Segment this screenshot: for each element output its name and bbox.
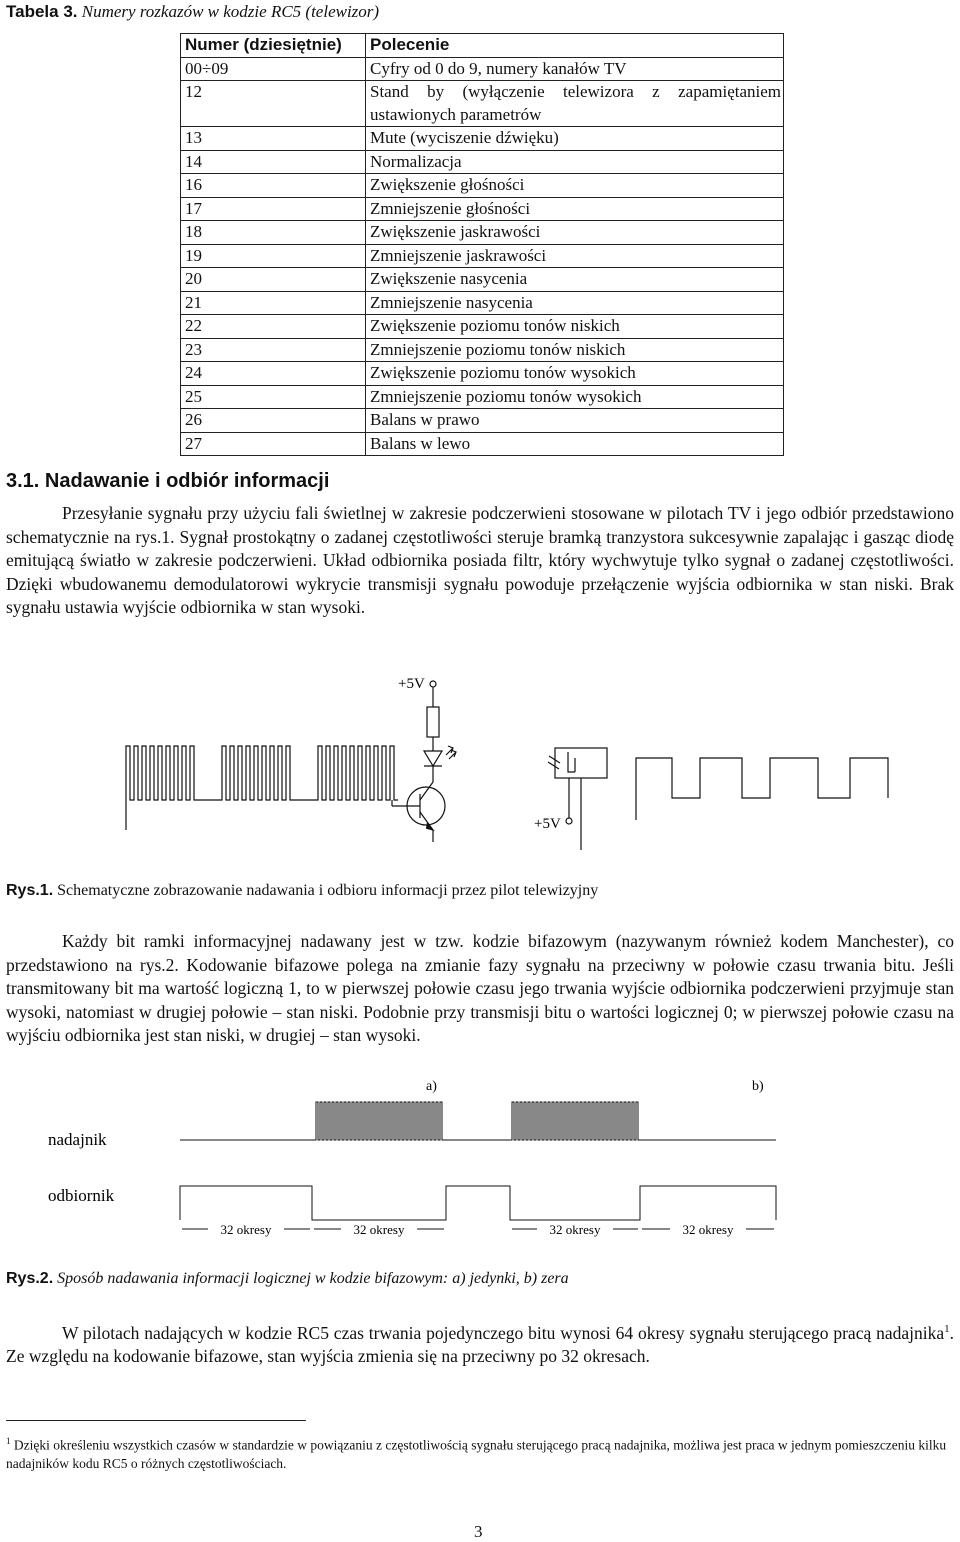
figure2-caption-text: Sposób nadawania informacji logicznej w kodzie bifazowym: a) jedynki, b) zera	[57, 1270, 569, 1287]
page-number: 3	[474, 1522, 483, 1541]
p3-text-a: W pilotach nadających w kodzie RC5 czas trwania pojedynczego bitu wynosi 64 okresy sygnału sterującego pracą nadajnika	[62, 1322, 945, 1343]
fig1-transistor-collector	[420, 782, 433, 800]
cell-number: 25	[181, 385, 366, 409]
paragraph-biphase: Każdy bit ramki informacyjnej nadawany jest w tzw. kodzie bifazowym (nazywanym również kodem Manchester), co przedstawiono na rys.2. Kodowanie bifazowe polega na zmianie fazy sygnału na przeciwny w połowie czasu trwania bitu. Jeśli transmitowany bit ma wartość logiczną 1, to w pierwszej połowie czasu jego trwania wyjście odbiornika podczerwieni przyjmuje stan wysoki, natomiast w drugiej połowie – stan niski. Podobnie przy transmisji bitu o wartości logicznej 0; w pierwszej połowie czasu na wyjściu odbiornika jest stan niski, w drugiej – stan wysoki.	[6, 931, 954, 1045]
fig1-supply-terminal-top	[430, 681, 436, 687]
table-row	[181, 150, 784, 174]
table-header-row	[181, 34, 784, 58]
cell-number: 13	[181, 127, 366, 151]
figure1-caption	[6, 882, 598, 900]
cell-number: 16	[181, 174, 366, 198]
cell-number: 27	[181, 432, 366, 456]
footnote-text: Dzięki określeniu wszystkich czasów w standardzie w powiązaniu z częstotliwością sygnału sterującego pracą nadajnika, możliwa jest praca w jednym pomieszczeniu kilku nadajników kodu RC5 o różnych częstotliwościach.	[6, 1437, 947, 1471]
cell-command: Zmniejszenie poziomu tonów wysokich	[366, 385, 784, 409]
fig2-period-label-2: 32 okresy	[353, 1222, 405, 1237]
cell-number: 24	[181, 362, 366, 386]
footnote	[6, 1432, 954, 1473]
fig1-supply-label-top: +5V	[398, 676, 425, 692]
fig2-row-transmitter: nadajnik	[48, 1130, 107, 1149]
fig1-ir-receiver	[555, 748, 607, 778]
fig1-output-square-signal	[636, 758, 888, 820]
cell-command: Zmniejszenie jaskrawości	[366, 244, 784, 268]
column-header-number: Numer (dziesiętnie)	[181, 34, 366, 58]
table-row	[181, 57, 784, 81]
table-row	[181, 197, 784, 221]
fig2-transmitter-signal	[180, 1102, 776, 1140]
cell-command: Cyfry od 0 do 9, numery kanałów TV	[366, 57, 784, 81]
fig2-label-a: a)	[426, 1079, 437, 1094]
fig2-period-label-3: 32 okresy	[549, 1222, 601, 1237]
fig1-resistor	[427, 707, 439, 737]
fig2-period-label-4: 32 okresy	[682, 1222, 734, 1237]
cell-number: 23	[181, 338, 366, 362]
cell-command: Zwiększenie jaskrawości	[366, 221, 784, 245]
cell-command: Zwiększenie nasycenia	[366, 268, 784, 292]
table-row	[181, 127, 784, 151]
cell-number: 00÷09	[181, 57, 366, 81]
column-header-command: Polecenie	[366, 34, 784, 58]
rc5-command-table	[180, 33, 784, 456]
table-body	[181, 57, 784, 456]
cell-number: 19	[181, 244, 366, 268]
cell-command: Zwiększenie poziomu tonów niskich	[366, 315, 784, 339]
footnote-marker: 1	[6, 1436, 11, 1446]
footnote-divider	[6, 1420, 306, 1421]
cell-number: 22	[181, 315, 366, 339]
table-row	[181, 244, 784, 268]
fig2-receiver-signal	[180, 1186, 776, 1220]
figure-ir-transmission	[0, 660, 960, 860]
table-caption-text: Numery rozkazów w kodzie RC5 (telewizor)	[81, 2, 380, 21]
cell-command: Zmniejszenie głośności	[366, 197, 784, 221]
cell-number: 17	[181, 197, 366, 221]
cell-command: Zwiększenie poziomu tonów wysokich	[366, 362, 784, 386]
table-row	[181, 385, 784, 409]
table-row	[181, 291, 784, 315]
table-row	[181, 174, 784, 198]
figure2-caption	[6, 1270, 569, 1288]
cell-number: 18	[181, 221, 366, 245]
cell-number: 20	[181, 268, 366, 292]
cell-command: Zmniejszenie nasycenia	[366, 291, 784, 315]
table-row	[181, 221, 784, 245]
section-heading: 3.1. Nadawanie i odbiór informacji	[6, 470, 330, 492]
table-row	[181, 338, 784, 362]
fig1-supply-terminal-bottom	[566, 818, 572, 824]
fig1-ir-emission-arrows	[446, 746, 456, 759]
cell-command: Balans w lewo	[366, 432, 784, 456]
table-caption	[6, 2, 379, 22]
table-row	[181, 409, 784, 433]
table-row	[181, 268, 784, 292]
cell-command: Stand by (wyłączenie telewizora z zapamiętaniem ustawionych parametrów	[366, 81, 784, 127]
table-row	[181, 362, 784, 386]
cell-command: Zwiększenie głośności	[366, 174, 784, 198]
cell-command: Normalizacja	[366, 150, 784, 174]
footnote-ref: 1	[944, 1323, 950, 1335]
fig2-period-label-1: 32 okresy	[220, 1222, 272, 1237]
figure1-caption-label: Rys.1.	[6, 882, 54, 899]
cell-command: Balans w prawo	[366, 409, 784, 433]
paragraph-transmission: Przesyłanie sygnału przy użyciu fali świetlnej w zakresie podczerwieni stosowane w pilotach TV i jego odbiór przedstawiono schematycznie na rys.1. Sygnał prostokątny o zadanej częstotliwości steruje bramką tranzystora sukcesywnie zapalając i gasząc diodę emitującą światło w zakresie podczerwieni. Układ odbiornika posiada filtr, który wychwytuje tylko sygnał o zadanej częstotliwości. Dzięki wbudowanemu demodulatorowi wykrycie transmisji sygnału powoduje przełączenie wyjścia odbiornika w stan niski. Brak sygnału ustawia wyjście odbiornika w stan wysoki.	[6, 503, 954, 617]
figure1-caption-text: Schematyczne zobrazowanie nadawania i odbioru informacji przez pilot telewizyjny	[57, 882, 599, 899]
table-row	[181, 315, 784, 339]
p3-text-b: . Ze względu na kodowanie bifazowe, stan wyjścia zmienia się na przeciwny po 32 okresach.	[6, 1322, 954, 1367]
fig2-label-b: b)	[752, 1079, 764, 1094]
table-caption-label: Tabela 3.	[6, 2, 78, 21]
fig1-receiver-inner	[568, 752, 575, 772]
cell-command: Zmniejszenie poziomu tonów niskich	[366, 338, 784, 362]
cell-command: Mute (wyciszenie dźwięku)	[366, 127, 784, 151]
cell-number: 14	[181, 150, 366, 174]
table-row	[181, 81, 784, 127]
fig2-row-receiver: odbiornik	[48, 1186, 115, 1205]
paragraph-rc5-timing	[6, 1318, 954, 1369]
figure2-caption-label: Rys.2.	[6, 1270, 54, 1287]
cell-number: 26	[181, 409, 366, 433]
fig1-ir-reception-arrows	[548, 756, 560, 769]
fig1-supply-label-bottom: +5V	[534, 816, 561, 832]
cell-number: 12	[181, 81, 366, 127]
fig1-input-burst-signal	[126, 746, 398, 830]
cell-number: 21	[181, 291, 366, 315]
table-row	[181, 432, 784, 456]
fig1-led-diode	[424, 751, 442, 766]
figure-biphase-coding	[0, 1074, 960, 1254]
